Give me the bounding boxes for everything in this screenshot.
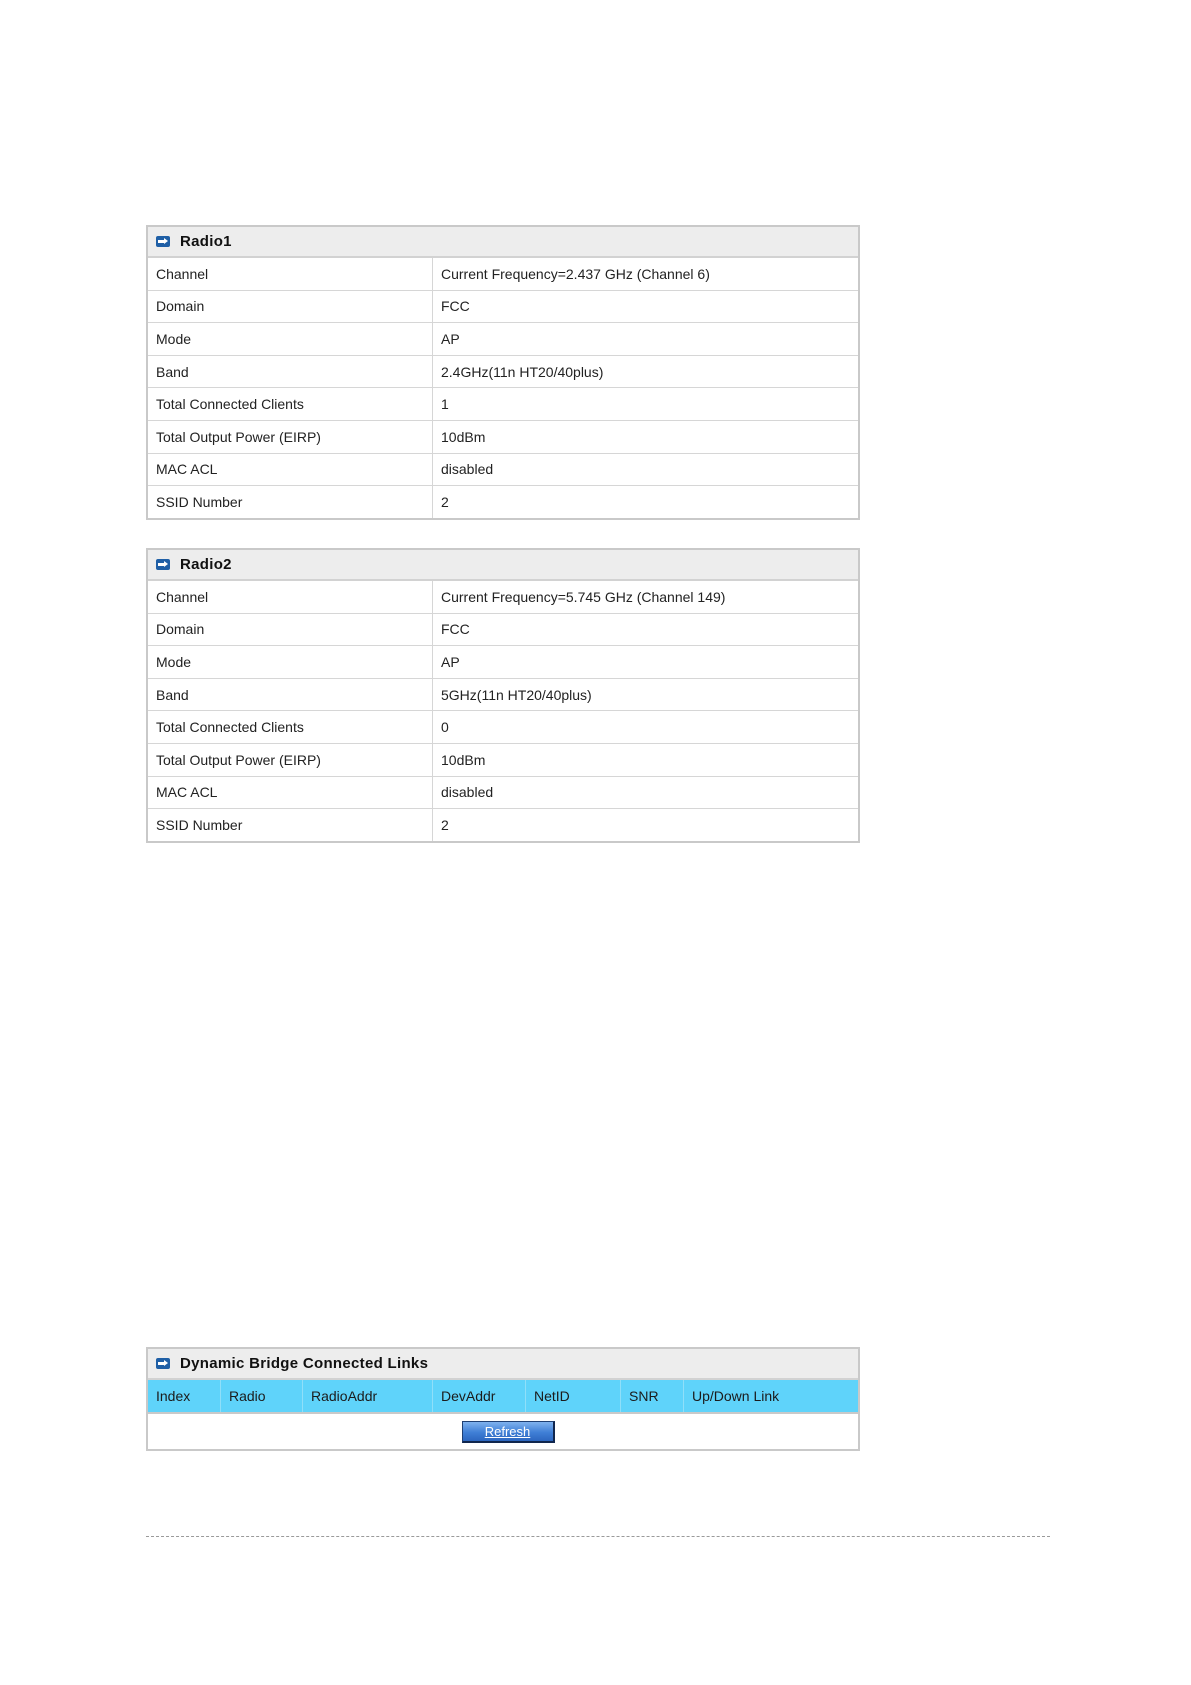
row-label-band: Band [148, 355, 433, 388]
table-row [148, 486, 858, 518]
row-value-mode: AP [433, 323, 859, 356]
row-label-clients: Total Connected Clients [148, 711, 433, 744]
row-label-band: Band [148, 678, 433, 711]
radio1-panel [146, 225, 860, 520]
radio2-header [148, 550, 858, 581]
table-row [148, 743, 858, 776]
row-value-band: 2.4GHz(11n HT20/40plus) [433, 355, 859, 388]
table-row [148, 258, 858, 290]
radio1-title: Radio1 [180, 233, 232, 250]
table-row [148, 323, 858, 356]
page-footer-divider [146, 1536, 1050, 1537]
row-label-clients: Total Connected Clients [148, 388, 433, 421]
row-value-power: 10dBm [433, 743, 859, 776]
radio2-title: Radio2 [180, 556, 232, 573]
radio1-table [148, 258, 858, 518]
row-label-domain: Domain [148, 613, 433, 646]
column-header-radio: Radio [221, 1380, 303, 1412]
arrow-right-icon [156, 559, 170, 570]
column-header-netid: NetID [526, 1380, 621, 1412]
table-row [148, 678, 858, 711]
row-label-ssid-number: SSID Number [148, 809, 433, 841]
table-row [148, 613, 858, 646]
table-row [148, 388, 858, 421]
table-row [148, 646, 858, 679]
row-value-ssid-number: 2 [441, 493, 449, 510]
refresh-button[interactable]: Refresh [462, 1421, 555, 1443]
row-value-mac-acl: disabled [433, 453, 859, 486]
column-header-devaddr: DevAddr [433, 1380, 526, 1412]
row-value-mode: AP [433, 646, 859, 679]
table-row [148, 809, 858, 841]
arrow-right-icon [156, 236, 170, 247]
column-header-radioaddr: RadioAddr [303, 1380, 433, 1412]
table-row [148, 711, 858, 744]
arrow-right-icon [156, 1358, 170, 1369]
row-value-band: 5GHz(11n HT20/40plus) [433, 678, 859, 711]
bridge-links-footer [148, 1414, 858, 1449]
table-row [148, 355, 858, 388]
column-header-up-down-link: Up/Down Link [692, 1388, 780, 1404]
bridge-links-header [148, 1349, 858, 1380]
row-label-power: Total Output Power (EIRP) [148, 743, 433, 776]
row-label-mode: Mode [148, 323, 433, 356]
row-label-ssid-number: SSID Number [148, 486, 433, 518]
row-label-mode: Mode [148, 646, 433, 679]
table-row [148, 420, 858, 453]
row-value-clients: 1 [433, 388, 859, 421]
row-label-power: Total Output Power (EIRP) [148, 420, 433, 453]
bridge-links-column-header [148, 1380, 858, 1414]
radio1-header [148, 227, 858, 258]
row-value-power: 10dBm [433, 420, 859, 453]
row-label-mac-acl: MAC ACL [148, 776, 433, 809]
row-label-domain: Domain [148, 290, 433, 323]
radio2-table [148, 581, 858, 841]
row-label-channel: Channel [148, 581, 433, 613]
table-row [148, 453, 858, 486]
table-row [148, 290, 858, 323]
row-label-mac-acl: MAC ACL [148, 453, 433, 486]
table-row [148, 581, 858, 613]
radio2-panel [146, 548, 860, 843]
bridge-links-title: Dynamic Bridge Connected Links [180, 1355, 429, 1372]
row-value-mac-acl: disabled [433, 776, 859, 809]
table-row [148, 776, 858, 809]
column-header-index: Index [148, 1380, 221, 1412]
bridge-links-panel [146, 1347, 860, 1451]
row-value-clients: 0 [433, 711, 859, 744]
row-value-ssid-number: 2 [441, 816, 449, 833]
column-header-snr: SNR [621, 1380, 684, 1412]
row-value-domain: FCC [433, 290, 859, 323]
row-value-channel: Current Frequency=2.437 GHz (Channel 6) [433, 258, 859, 290]
row-value-channel: Current Frequency=5.745 GHz (Channel 149) [433, 581, 859, 613]
row-label-channel: Channel [148, 258, 433, 290]
row-value-domain: FCC [433, 613, 859, 646]
